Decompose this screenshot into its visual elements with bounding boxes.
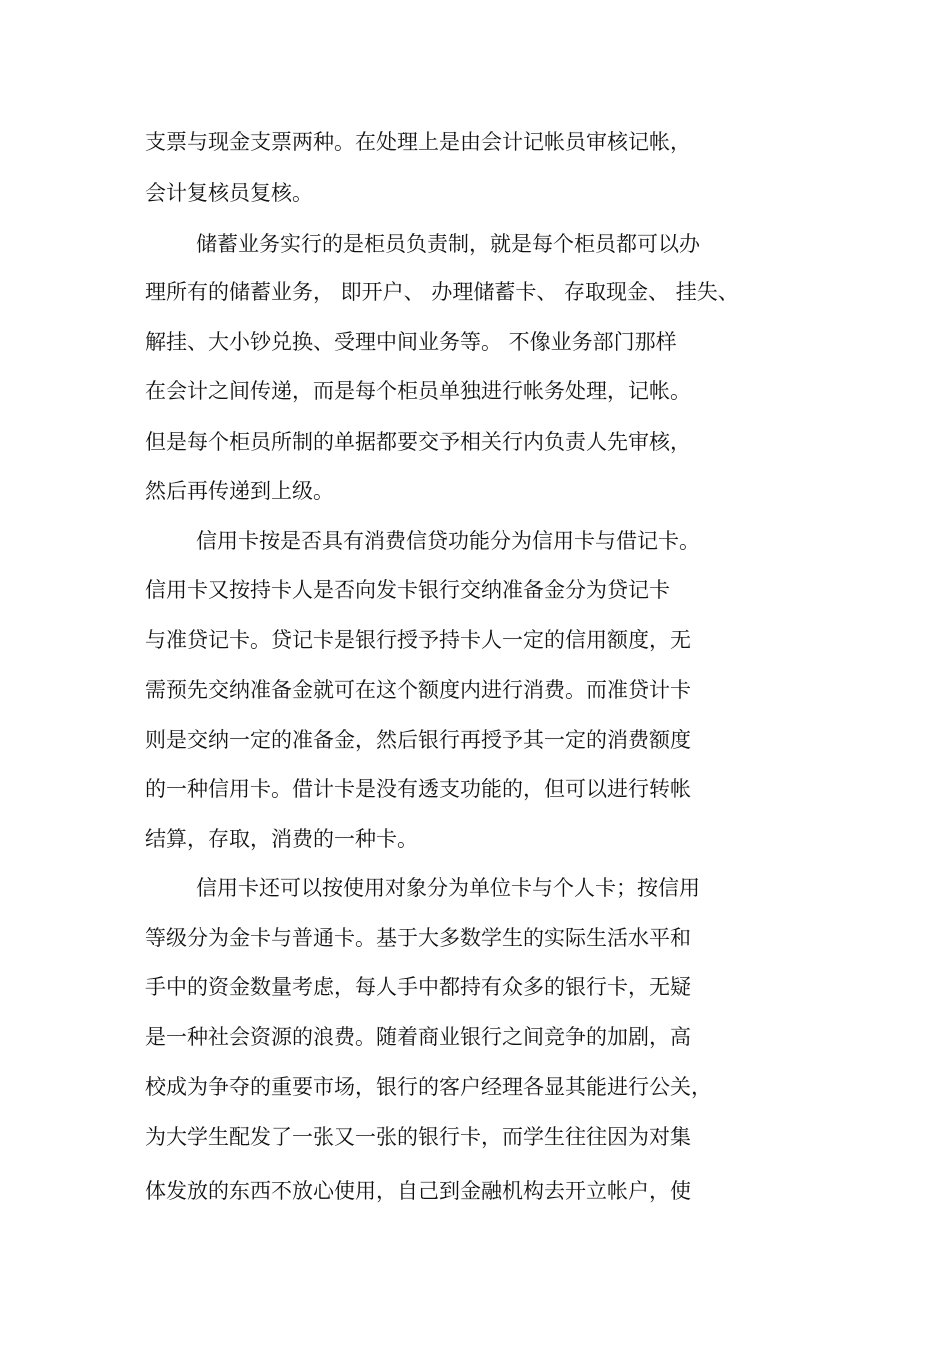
text-line: 则是交纳一定的准备金，然后银行再授予其一定的消费额度 bbox=[145, 728, 691, 752]
text-line: 体发放的东西不放心使用，自己到金融机构去开立帐户，使 bbox=[145, 1179, 691, 1203]
text-line: 等级分为金卡与普通卡。基于大多数学生的实际生活水平和 bbox=[145, 926, 691, 950]
text-line: 手中的资金数量考虑，每人手中都持有众多的银行卡，无疑 bbox=[145, 975, 691, 999]
text-line: 结算，存取，消费的一种卡。 bbox=[145, 827, 418, 851]
text-line: 储蓄业务实行的是柜员负责制，就是每个柜员都可以办 bbox=[196, 232, 700, 256]
text-line: 为大学生配发了一张又一张的银行卡，而学生往往因为对集 bbox=[145, 1125, 691, 1149]
text-line: 然后再传递到上级。 bbox=[145, 479, 334, 503]
text-line: 校成为争夺的重要市场，银行的客户经理各显其能进行公关， bbox=[145, 1075, 712, 1099]
text-line: 信用卡还可以按使用对象分为单位卡与个人卡；按信用 bbox=[196, 876, 700, 900]
text-line: 理所有的储蓄业务， 即开户、 办理储蓄卡、 存取现金、 挂失、 bbox=[145, 280, 739, 304]
text-line: 信用卡又按持卡人是否向发卡银行交纳准备金分为贷记卡 bbox=[145, 578, 670, 602]
text-line: 信用卡按是否具有消费信贷功能分为信用卡与借记卡。 bbox=[196, 529, 700, 553]
text-line: 但是每个柜员所制的单据都要交予相关行内负责人先审核， bbox=[145, 430, 691, 454]
text-line: 与准贷记卡。贷记卡是银行授予持卡人一定的信用额度，无 bbox=[145, 628, 691, 652]
text-line: 会计复核员复核。 bbox=[145, 181, 313, 205]
text-line: 需预先交纳准备金就可在这个额度内进行消费。而准贷计卡 bbox=[145, 678, 691, 702]
text-line: 是一种社会资源的浪费。随着商业银行之间竞争的加剧，高 bbox=[145, 1025, 691, 1049]
text-line: 的一种信用卡。借计卡是没有透支功能的，但可以进行转帐 bbox=[145, 777, 691, 801]
text-line: 解挂、大小钞兑换、受理中间业务等。 不像业务部门那样 bbox=[145, 330, 677, 354]
text-line: 支票与现金支票两种。在处理上是由会计记帐员审核记帐， bbox=[145, 130, 691, 154]
text-line: 在会计之间传递，而是每个柜员单独进行帐务处理，记帐。 bbox=[145, 379, 691, 403]
